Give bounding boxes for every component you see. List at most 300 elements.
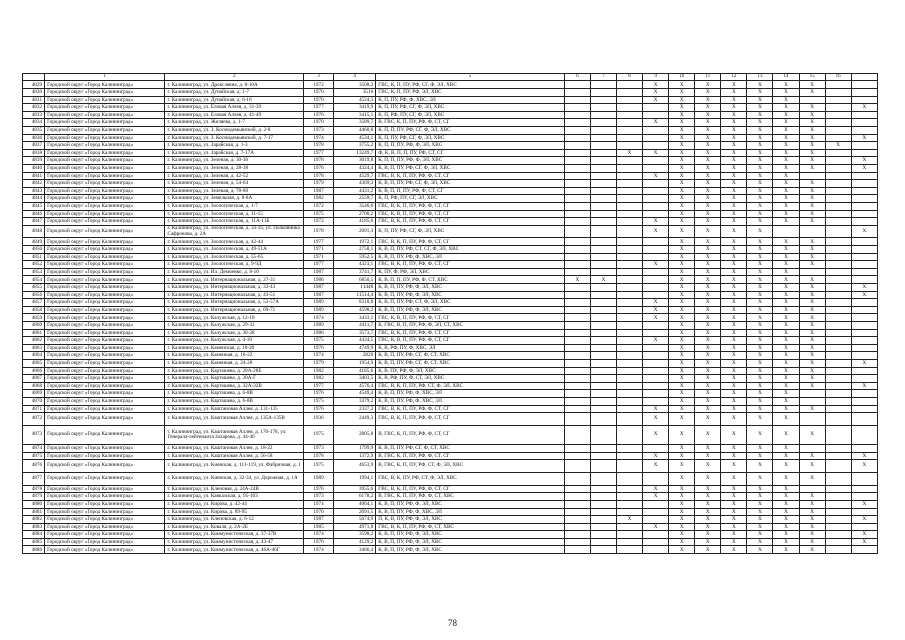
mark-cell bbox=[590, 195, 616, 203]
address-cell: г. Калининград, ул. Дрокслевна, д. 8-10А bbox=[165, 81, 303, 89]
mark-cell: X bbox=[773, 344, 799, 352]
address-cell: г. Калининград, ул. Киевская, д. 32-34, ул. Дорожная, д. 1А bbox=[165, 472, 303, 485]
area-cell: 3508,2 bbox=[334, 81, 376, 89]
mark-cell bbox=[643, 187, 669, 195]
area-cell: 5952,5 bbox=[334, 253, 376, 261]
mark-cell: X bbox=[721, 253, 747, 261]
mark-cell: X bbox=[695, 314, 721, 322]
mark-cell: X bbox=[721, 210, 747, 218]
mark-cell bbox=[643, 322, 669, 330]
row-id: 4862 bbox=[23, 337, 45, 345]
table-row bbox=[23, 268, 878, 276]
mark-cell: X bbox=[799, 180, 825, 188]
mark-cell: X bbox=[747, 306, 773, 314]
mark-cell: X bbox=[695, 81, 721, 89]
codes-cell: К, В, П, ПУ, РФ, Ф, ЭЛ, ХВС bbox=[376, 546, 565, 554]
mark-cell: X bbox=[643, 119, 669, 127]
mark-cell bbox=[851, 268, 877, 276]
mark-cell bbox=[617, 397, 643, 405]
mark-cell bbox=[590, 210, 616, 218]
mark-cell bbox=[590, 268, 616, 276]
mark-cell: X bbox=[851, 531, 877, 539]
mark-cell: X bbox=[721, 276, 747, 284]
mark-cell bbox=[643, 134, 669, 142]
mark-cell: X bbox=[799, 359, 825, 367]
mark-cell bbox=[590, 96, 616, 104]
mark-cell: X bbox=[721, 238, 747, 246]
table-row bbox=[23, 119, 878, 127]
mark-cell bbox=[851, 89, 877, 97]
header-number: 12 bbox=[721, 74, 747, 81]
mark-cell: X bbox=[721, 291, 747, 299]
mark-cell: X bbox=[721, 126, 747, 134]
mark-cell: X bbox=[799, 142, 825, 150]
mark-cell: X bbox=[851, 104, 877, 112]
owner-cell: Городской округ «Город Калининград» bbox=[45, 337, 165, 345]
codes-cell: К, В, П, ПУ, РФ, СГ, Ф, СТ, ХВС bbox=[376, 444, 565, 452]
mark-cell bbox=[564, 546, 590, 554]
year-cell: 1970 bbox=[303, 89, 333, 97]
mark-cell: X bbox=[669, 119, 695, 127]
mark-cell: X bbox=[747, 89, 773, 97]
codes-cell: К, П, ПУ, РФ, СГ, Ф, ЭЛ, ХВС bbox=[376, 134, 565, 142]
header-number: 8 bbox=[617, 74, 643, 81]
mark-cell: X bbox=[721, 322, 747, 330]
year-cell: 1972 bbox=[303, 81, 333, 89]
area-cell: 4598,2 bbox=[334, 306, 376, 314]
mark-cell: X bbox=[799, 202, 825, 210]
area-cell: 13249,7 bbox=[334, 149, 376, 157]
area-cell: 4185,6 bbox=[334, 218, 376, 226]
mark-cell: X bbox=[721, 96, 747, 104]
mark-cell bbox=[643, 253, 669, 261]
mark-cell bbox=[590, 352, 616, 360]
mark-cell: X bbox=[747, 276, 773, 284]
mark-cell bbox=[617, 261, 643, 269]
mark-cell bbox=[590, 149, 616, 157]
table-row bbox=[23, 531, 878, 539]
mark-cell: X bbox=[747, 397, 773, 405]
mark-cell bbox=[851, 218, 877, 226]
mark-cell: X bbox=[773, 472, 799, 485]
mark-cell: X bbox=[773, 291, 799, 299]
mark-cell bbox=[643, 367, 669, 375]
table-row bbox=[23, 444, 878, 452]
owner-cell: Городской округ «Город Калининград» bbox=[45, 195, 165, 203]
mark-cell bbox=[564, 382, 590, 390]
codes-cell: ГВС, К, В, П, ПУ, РФ, Ф, СТ, СГ bbox=[376, 314, 565, 322]
area-cell: 2091,3 bbox=[334, 225, 376, 238]
area-cell: 3433,1 bbox=[334, 314, 376, 322]
mark-cell bbox=[851, 413, 877, 426]
mark-cell bbox=[851, 508, 877, 516]
mark-cell: X bbox=[669, 291, 695, 299]
mark-cell: X bbox=[721, 405, 747, 413]
area-cell: 3403,5 bbox=[334, 375, 376, 383]
mark-cell: X bbox=[747, 452, 773, 460]
mark-cell: X bbox=[695, 397, 721, 405]
mark-cell bbox=[851, 276, 877, 284]
mark-cell bbox=[825, 352, 851, 360]
owner-cell: Городской округ «Город Калининград» bbox=[45, 202, 165, 210]
mark-cell: X bbox=[721, 246, 747, 254]
mark-cell bbox=[564, 390, 590, 398]
mark-cell: X bbox=[721, 500, 747, 508]
mark-cell: X bbox=[773, 314, 799, 322]
mark-cell bbox=[564, 444, 590, 452]
year-cell: 1977 bbox=[303, 149, 333, 157]
row-id: 4847 bbox=[23, 218, 45, 226]
row-id: 4831 bbox=[23, 96, 45, 104]
year-cell: 1976 bbox=[303, 405, 333, 413]
mark-cell: X bbox=[773, 337, 799, 345]
mark-cell bbox=[617, 405, 643, 413]
address-cell: г. Калининград, ул. Калужская, д. 4-10 bbox=[165, 337, 303, 345]
header-number: 2 bbox=[165, 74, 303, 81]
row-id: 4884 bbox=[23, 531, 45, 539]
owner-cell: Городской округ «Город Калининград» bbox=[45, 96, 165, 104]
row-id: 4877 bbox=[23, 472, 45, 485]
mark-cell bbox=[590, 218, 616, 226]
header-number: 7 bbox=[590, 74, 616, 81]
mark-cell bbox=[564, 119, 590, 127]
mark-cell: X bbox=[747, 337, 773, 345]
codes-cell: К, В, П, ПУ, РФ, Ф, ЭЛ, ХВС bbox=[376, 306, 565, 314]
table-row bbox=[23, 195, 878, 203]
header-blank bbox=[23, 74, 45, 81]
mark-cell bbox=[617, 299, 643, 307]
mark-cell bbox=[617, 210, 643, 218]
mark-cell bbox=[851, 472, 877, 485]
mark-cell: X bbox=[773, 276, 799, 284]
address-cell: г. Калининград, ул. Калужская, д. 12-18 bbox=[165, 314, 303, 322]
table-header bbox=[23, 74, 878, 81]
mark-cell: X bbox=[669, 538, 695, 546]
mark-cell bbox=[617, 142, 643, 150]
mark-cell: X bbox=[747, 119, 773, 127]
mark-cell bbox=[825, 413, 851, 426]
mark-cell: X bbox=[695, 291, 721, 299]
owner-cell: Городской округ «Город Калининград» bbox=[45, 187, 165, 195]
mark-cell bbox=[564, 284, 590, 292]
owner-cell: Городской округ «Город Калининград» bbox=[45, 367, 165, 375]
mark-cell bbox=[825, 425, 851, 444]
codes-cell: П, К, В, ПУ, РФ, Ф, ЭЛ, ХВС bbox=[376, 516, 565, 524]
mark-cell: X bbox=[851, 284, 877, 292]
owner-cell: Городской округ «Город Калининград» bbox=[45, 546, 165, 554]
mark-cell: X bbox=[799, 299, 825, 307]
header-number: 11 bbox=[695, 74, 721, 81]
area-cell: 3019,8 bbox=[334, 157, 376, 165]
header-number: 5 bbox=[376, 74, 565, 81]
area-cell: 2700,2 bbox=[334, 210, 376, 218]
mark-cell: X bbox=[799, 500, 825, 508]
area-cell: 4749,9 bbox=[334, 344, 376, 352]
mark-cell: X bbox=[799, 261, 825, 269]
codes-cell: К, В, П, ПУ, РФ, Ф, ЭЛ, ХВС bbox=[376, 500, 565, 508]
mark-cell: X bbox=[773, 329, 799, 337]
address-cell: г. Калининград, ул. Зоологическая, д. 42-44 bbox=[165, 238, 303, 246]
row-id: 4861 bbox=[23, 329, 45, 337]
mark-cell bbox=[825, 149, 851, 157]
owner-cell: Городской округ «Город Калининград» bbox=[45, 276, 165, 284]
mark-cell bbox=[564, 397, 590, 405]
mark-cell bbox=[564, 172, 590, 180]
mark-cell bbox=[825, 367, 851, 375]
mark-cell bbox=[564, 405, 590, 413]
mark-cell: X bbox=[851, 359, 877, 367]
mark-cell: X bbox=[747, 111, 773, 119]
mark-cell: X bbox=[590, 276, 616, 284]
owner-cell: Городской округ «Город Калининград» bbox=[45, 164, 165, 172]
owner-cell: Городской округ «Город Калининград» bbox=[45, 493, 165, 501]
owner-cell: Городской округ «Город Калининград» bbox=[45, 81, 165, 89]
owner-cell: Городской округ «Город Калининград» bbox=[45, 485, 165, 493]
mark-cell: X bbox=[695, 261, 721, 269]
mark-cell: X bbox=[799, 89, 825, 97]
mark-cell bbox=[825, 218, 851, 226]
mark-cell: X bbox=[721, 268, 747, 276]
mark-cell: X bbox=[721, 111, 747, 119]
row-id: 4868 bbox=[23, 382, 45, 390]
mark-cell bbox=[851, 444, 877, 452]
mark-cell: X bbox=[669, 276, 695, 284]
mark-cell bbox=[564, 367, 590, 375]
mark-cell bbox=[564, 157, 590, 165]
mark-cell bbox=[590, 538, 616, 546]
mark-cell bbox=[564, 523, 590, 531]
area-cell: 2559,7 bbox=[334, 195, 376, 203]
table-row bbox=[23, 157, 878, 165]
mark-cell bbox=[617, 460, 643, 473]
mark-cell bbox=[590, 172, 616, 180]
mark-cell bbox=[590, 314, 616, 322]
mark-cell bbox=[851, 238, 877, 246]
address-cell: г. Калининград, ул. Коммунистическая, д. 43-47 bbox=[165, 538, 303, 546]
row-id: 4859 bbox=[23, 314, 45, 322]
mark-cell: X bbox=[721, 538, 747, 546]
table-row bbox=[23, 375, 878, 383]
mark-cell bbox=[825, 472, 851, 485]
mark-cell: X bbox=[773, 284, 799, 292]
area-cell: 4524,3 bbox=[334, 96, 376, 104]
mark-cell: X bbox=[747, 516, 773, 524]
mark-cell bbox=[564, 493, 590, 501]
mark-cell bbox=[851, 485, 877, 493]
codes-cell: К, В, П, ПУ, РФ, Ф, ХВС, ЭЛ bbox=[376, 253, 565, 261]
mark-cell: X bbox=[799, 164, 825, 172]
mark-cell: X bbox=[695, 508, 721, 516]
mark-cell: X bbox=[617, 516, 643, 524]
row-id: 4860 bbox=[23, 322, 45, 330]
mark-cell: X bbox=[695, 546, 721, 554]
year-cell: 1987 bbox=[303, 187, 333, 195]
mark-cell bbox=[564, 149, 590, 157]
mark-cell: X bbox=[695, 306, 721, 314]
table-row bbox=[23, 352, 878, 360]
mark-cell: X bbox=[747, 352, 773, 360]
year-cell: 1989 bbox=[303, 306, 333, 314]
mark-cell bbox=[851, 493, 877, 501]
address-cell: г. Калининград, ул. Каменная, д. 16-22 bbox=[165, 352, 303, 360]
codes-cell: ГВС, В, К, П, ПУ, РФ, Ф, СТ, СГ bbox=[376, 329, 565, 337]
mark-cell bbox=[851, 390, 877, 398]
mark-cell bbox=[590, 397, 616, 405]
area-cell: 4323,1 bbox=[334, 261, 376, 269]
mark-cell: X bbox=[747, 405, 773, 413]
mark-cell bbox=[564, 375, 590, 383]
owner-cell: Городской округ «Город Калининград» bbox=[45, 180, 165, 188]
mark-cell: X bbox=[669, 81, 695, 89]
mark-cell: X bbox=[799, 329, 825, 337]
mark-cell: X bbox=[695, 134, 721, 142]
mark-cell bbox=[851, 314, 877, 322]
mark-cell: X bbox=[721, 359, 747, 367]
area-cell: 3598,2 bbox=[334, 531, 376, 539]
mark-cell: X bbox=[721, 134, 747, 142]
mark-cell bbox=[825, 187, 851, 195]
table-row bbox=[23, 314, 878, 322]
mark-cell bbox=[564, 187, 590, 195]
area-cell: 3516 bbox=[334, 89, 376, 97]
address-cell: г. Калининград, ул. Коммунистическая, д. 46А-46Г bbox=[165, 546, 303, 554]
mark-cell: X bbox=[747, 291, 773, 299]
mark-cell bbox=[617, 218, 643, 226]
row-id: 4882 bbox=[23, 516, 45, 524]
owner-cell: Городской округ «Город Калининград» bbox=[45, 452, 165, 460]
codes-cell: ГВС, В, К, П, ПУ, РФ, Ф, СТ, СГ bbox=[376, 202, 565, 210]
table-row bbox=[23, 546, 878, 554]
mark-cell bbox=[643, 195, 669, 203]
mark-cell bbox=[643, 180, 669, 188]
mark-cell bbox=[825, 111, 851, 119]
mark-cell bbox=[825, 253, 851, 261]
codes-cell: К, В, П, ПУ, РФ, СГ, Ф, СТ, ХВС bbox=[376, 352, 565, 360]
mark-cell bbox=[825, 460, 851, 473]
area-cell: 3955,6 bbox=[334, 485, 376, 493]
owner-cell: Городской округ «Город Калининград» bbox=[45, 225, 165, 238]
mark-cell: X bbox=[773, 322, 799, 330]
mark-cell bbox=[617, 322, 643, 330]
mark-cell bbox=[564, 142, 590, 150]
mark-cell: X bbox=[721, 142, 747, 150]
codes-cell: К, П, РФ, ПУ, СГ, ЭЛ, ХВС bbox=[376, 195, 565, 203]
mark-cell bbox=[825, 195, 851, 203]
table-row bbox=[23, 472, 878, 485]
mark-cell: X bbox=[747, 472, 773, 485]
mark-cell: X bbox=[695, 344, 721, 352]
area-cell: 4653,9 bbox=[334, 460, 376, 473]
mark-cell bbox=[590, 291, 616, 299]
year-cell: 1978 bbox=[303, 142, 333, 150]
owner-cell: Городской округ «Город Калининград» bbox=[45, 352, 165, 360]
mark-cell: X bbox=[799, 104, 825, 112]
area-cell: 4064,1 bbox=[334, 500, 376, 508]
mark-cell: X bbox=[669, 268, 695, 276]
table-row bbox=[23, 344, 878, 352]
owner-cell: Городской округ «Город Калининград» bbox=[45, 299, 165, 307]
mark-cell: X bbox=[721, 485, 747, 493]
mark-cell: X bbox=[695, 485, 721, 493]
mark-cell: X bbox=[721, 531, 747, 539]
year-cell: 1974 bbox=[303, 314, 333, 322]
mark-cell bbox=[590, 452, 616, 460]
mark-cell: X bbox=[799, 322, 825, 330]
mark-cell bbox=[617, 531, 643, 539]
table-row bbox=[23, 96, 878, 104]
header-number: 10 bbox=[669, 74, 695, 81]
mark-cell bbox=[851, 397, 877, 405]
mark-cell: X bbox=[669, 157, 695, 165]
mark-cell bbox=[617, 500, 643, 508]
mark-cell bbox=[617, 538, 643, 546]
row-id: 4867 bbox=[23, 375, 45, 383]
owner-cell: Городской округ «Город Калининград» bbox=[45, 444, 165, 452]
mark-cell bbox=[643, 390, 669, 398]
mark-cell bbox=[851, 81, 877, 89]
row-id: 4869 bbox=[23, 390, 45, 398]
table-row bbox=[23, 261, 878, 269]
mark-cell bbox=[590, 472, 616, 485]
mark-cell: X bbox=[669, 460, 695, 473]
table-row bbox=[23, 405, 878, 413]
mark-cell: X bbox=[669, 210, 695, 218]
owner-cell: Городской округ «Город Калининград» bbox=[45, 111, 165, 119]
mark-cell bbox=[617, 246, 643, 254]
area-cell: 2805,8 bbox=[334, 425, 376, 444]
mark-cell: X bbox=[721, 299, 747, 307]
mark-cell bbox=[564, 337, 590, 345]
mark-cell: X bbox=[773, 261, 799, 269]
mark-cell: X bbox=[799, 546, 825, 554]
mark-cell bbox=[825, 225, 851, 238]
mark-cell bbox=[825, 299, 851, 307]
mark-cell bbox=[825, 164, 851, 172]
row-id: 4834 bbox=[23, 119, 45, 127]
mark-cell: X bbox=[773, 104, 799, 112]
address-cell: г. Калининград, ул. Еловая Аллея, д. 31-39 bbox=[165, 104, 303, 112]
mark-cell bbox=[643, 268, 669, 276]
mark-cell: X bbox=[721, 546, 747, 554]
mark-cell bbox=[643, 382, 669, 390]
mark-cell bbox=[825, 104, 851, 112]
mark-cell: X bbox=[799, 523, 825, 531]
mark-cell: X bbox=[721, 508, 747, 516]
mark-cell bbox=[617, 172, 643, 180]
codes-cell: К, В, П, ПУ, РФ, Ф, ЭЛ, ХВС bbox=[376, 531, 565, 539]
codes-cell: ГВС, В, К, П, ПУ, РФ, Ф, СТ, СГ bbox=[376, 485, 565, 493]
year-cell: 1982 bbox=[303, 195, 333, 203]
mark-cell bbox=[617, 126, 643, 134]
year-cell: 1971 bbox=[303, 246, 333, 254]
mark-cell: X bbox=[799, 134, 825, 142]
codes-cell: К, П, П, ПУ, РФ, Ф, ЭЛ, ХВС bbox=[376, 157, 565, 165]
mark-cell: X bbox=[747, 344, 773, 352]
codes-cell: К, В, П, П, ПУ, РФ, Ф, СТ, ХВС bbox=[376, 276, 565, 284]
mark-cell: X bbox=[721, 284, 747, 292]
address-cell: г. Калининград, ул. Еловая Аллея, д. 41-49 bbox=[165, 111, 303, 119]
table-row bbox=[23, 81, 878, 89]
area-cell: 4411,7 bbox=[334, 322, 376, 330]
table-row bbox=[23, 126, 878, 134]
mark-cell: X bbox=[747, 202, 773, 210]
mark-cell: X bbox=[721, 367, 747, 375]
mark-cell: X bbox=[825, 142, 851, 150]
mark-cell: X bbox=[721, 187, 747, 195]
mark-cell bbox=[617, 276, 643, 284]
area-cell: 4185,6 bbox=[334, 367, 376, 375]
mark-cell: X bbox=[747, 322, 773, 330]
